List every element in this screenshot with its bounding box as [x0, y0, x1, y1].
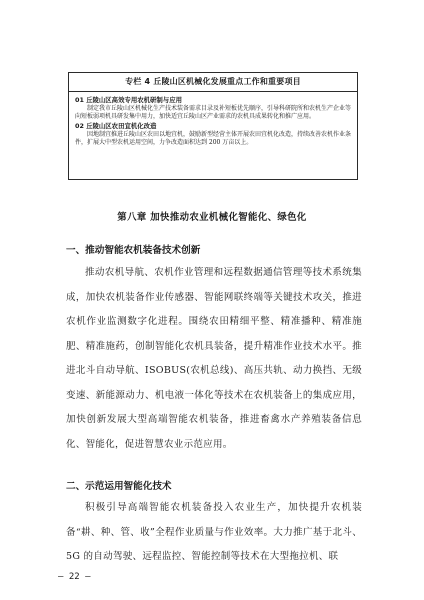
section-1-title: 一、推动智能农机装备技术创新 — [66, 245, 201, 256]
box-item-2-text: 因地制宜推进丘陵山区农田以地宜机，鼓励新型经营主体开展农田宜机化改造，持续改善农机作业条件，扩展大中型农机运用空间，力争改造面积达到 200 万亩以上。 — [75, 131, 352, 146]
chapter-title: 第八章 加快推动农业机械化智能化、绿色化 — [117, 212, 307, 223]
special-column-box — [68, 72, 358, 180]
box-title: 专栏 4 丘陵山区机械化发展重点工作和重要项目 — [69, 73, 357, 92]
box-body — [69, 92, 357, 149]
box-item-2-title: 02 丘陵山区农田宜机化改造 — [75, 122, 157, 130]
box-item-1-title: 01 丘陵山区高效专用农机研制与应用 — [75, 96, 182, 104]
section-2-title: 二、示范运用智能化技术 — [66, 481, 172, 492]
section-1-paragraph: 推动农机导航、农机作业管理和远程数据通信管理等技术系统集成，加快农机装备作业传感器、智能网联终端等关键技术攻关，推进农机作业监测数字化进程。围绕农田精细平整、精准播种、精准施肥、精准施药，创制智能化农机具装备，提升精准作业技术水平。推进北斗自动导航、ISOBUS(农机总线)、高压共轨、动力换挡、无级变速、新能源动力、机电液一体化等技术在农机装备上的集成应用，加快创新发展大型高端智能农机装备，推进畜禽水产养殖装备信息化、智能化，促进智慧农业示范应用。 — [66, 267, 362, 450]
page-number: — 22 — — [58, 572, 91, 582]
section-2-paragraph: 积极引导高端智能农机装备投入农业生产，加快提升农机装备“耕、种、管、收”全程作业质量与作业效率。大力推广基于北斗、5G 的自动驾驶、远程监控、智能控制等技术在大型拖拉机、联 — [66, 502, 362, 562]
box-item-1-text: 制定我市丘陵山区机械化生产技术装备需求目录及补短板优先顺序，引导科研院所和农机生产企业等向短板弱项机具研发集中用力，加快适宜丘陵山区产业需求的农机具成果转化和推广应用。 — [75, 105, 352, 120]
